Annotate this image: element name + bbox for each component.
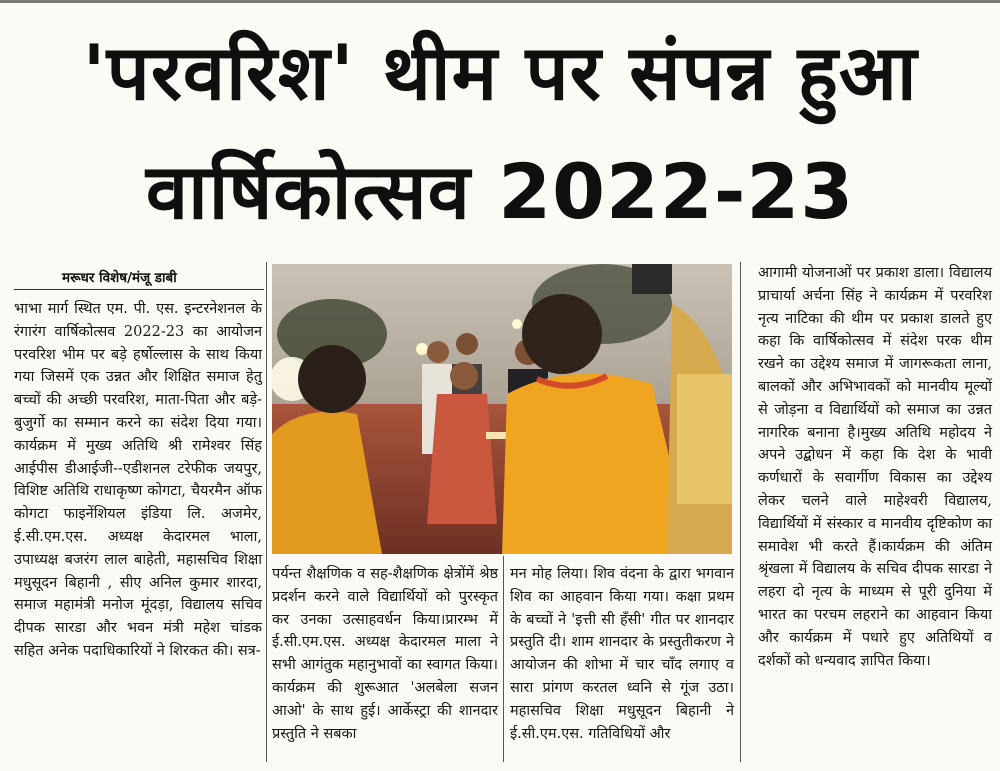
article-column-1 <box>14 298 262 663</box>
column-2-text: पर्यन्त शैक्षणिक व सह-शैक्षणिक क्षेत्रोंमें श्रेष्ठ प्रदर्शन करने वाले विद्यार्थियों को पुरस्कृत कर उनका उत्साहवर्धन किया।प्रारम्भ में ई.सी.एम.एस. अध्यक्ष केदारमल माला ने सभी आगंतुक महानुभावों का स्वागत किया। कार्यक्रम की शुरूआत 'अलबेला सजन आओ' के साथ हुई। आर्केस्ट्रा की शानदार प्रस्तुति ने सबका <box>272 566 498 742</box>
article-column-2 <box>272 563 498 745</box>
column-divider-3 <box>740 262 741 762</box>
article-column-3 <box>510 563 734 745</box>
column-divider-1 <box>266 262 267 762</box>
article-column-4 <box>758 262 992 672</box>
headline-line-2: वार्षिकोत्सव 2022-23 <box>145 147 855 236</box>
column-1-text: भाभा मार्ग स्थित एम. पी. एस. इन्टरनेशनल के रंगारंग वार्षिकोत्सव 2022-23 का आयोजन परवरिश भीम पर बड़े हर्षोल्लास के साथ किया गया जिसमें एक उन्नत और शिक्षित समाज हेतु बच्चों की अच्छी परवरिश, माता-पिता और बड़े-बुजुर्गो का सम्मान करने का संदेश दिया गया। कार्यक्रम में मुख्य अतिथि श्री रामेश्वर सिंह आईपीस डीआईजी--एडीशनल टरेफीक जयपुर, विशिष्ट अतिथि राधाकृष्ण कोगटा, चैयरमैन ऑफ कोगटा फाइनेंशियल इंडिया लि. अजमेर, ई.सी.एम.एस. अध्यक्ष केदारमल भाला, उपाध्यक्ष बजरंग लाल बाहेती, महासचिव शिक्षा मधुसूदन बिहानी , सीए अनिल कुमार शारदा, समाज महामंत्री मनोज मूंदड़ा, विद्यालय सचिव दीपक सारडा और भवन मंत्री महेश चांडक सहित अनेक पदाधिकारियों ने शिरकत की। सत्र- <box>14 301 262 659</box>
event-photo-illustration <box>272 264 732 554</box>
column-4-text: आगामी योजनाओं पर प्रकाश डाला। विद्यालय प्राचार्या अर्चना सिंह ने कार्यक्रम में परवरिश नृत्य नाटिका की थीम पर प्रकाश डालते हुए कहा कि वार्षिकोत्सव में संदेश परक थीम रखने का उद्देश्य समाज में जागरूकता लाना, बालकों और अभिभावकों को मानवीय मूल्यों से जोड़ना व विद्यार्थियों को समाज का उन्नत नागरिक बनाना है।मुख्य अतिथि महोदय ने अपने उद्बोधन में कहा कि देश के भावी कर्णधारों के सवार्गीण विकास का उद्देश्य लेकर चलने वाले माहेश्वरी विद्यालय, विद्यार्थियों में संस्कार व मानवीय दृष्टिकोण का समावेश भी करते हैं।कार्यक्रम की अंतिम श्रृंखला में विद्यालय के सचिव दीपक सारडा ने लहरा दो नृत्य के माध्यम से पूरी दुनिया में भारत का परचम लहराने का आहवान किया और कार्यक्रम में पधारे हुए अतिथियों व दर्शकों को धन्यवाद ज्ञापित किया। <box>758 265 992 669</box>
headline-line-1: 'परवरिश' थीम पर संपन्न हुआ <box>82 28 918 117</box>
column-3-text: मन मोह लिया। शिव वंदना के द्वारा भगवान शिव का आहवान किया गया। कक्षा प्रथम के बच्चों ने 'इत्ती सी हँसी' गीत पर शानदार प्रस्तुति दी। शाम शानदार के प्रस्तुतीकरण ने आयोजन की शोभा में चार चाँद लगाए व सारा प्रांगण करतल ध्वनि से गूंज उठा। महासचिव शिक्षा मधुसूदन बिहानी ने ई.सी.एम.एस. गतिविधियों और <box>510 566 734 742</box>
byline: मरूधर विशेष/मंजू डाबी <box>62 270 177 286</box>
column-divider-2 <box>503 556 504 762</box>
top-rule <box>0 0 1000 3</box>
event-photo <box>272 264 732 554</box>
byline-rule <box>14 289 264 290</box>
